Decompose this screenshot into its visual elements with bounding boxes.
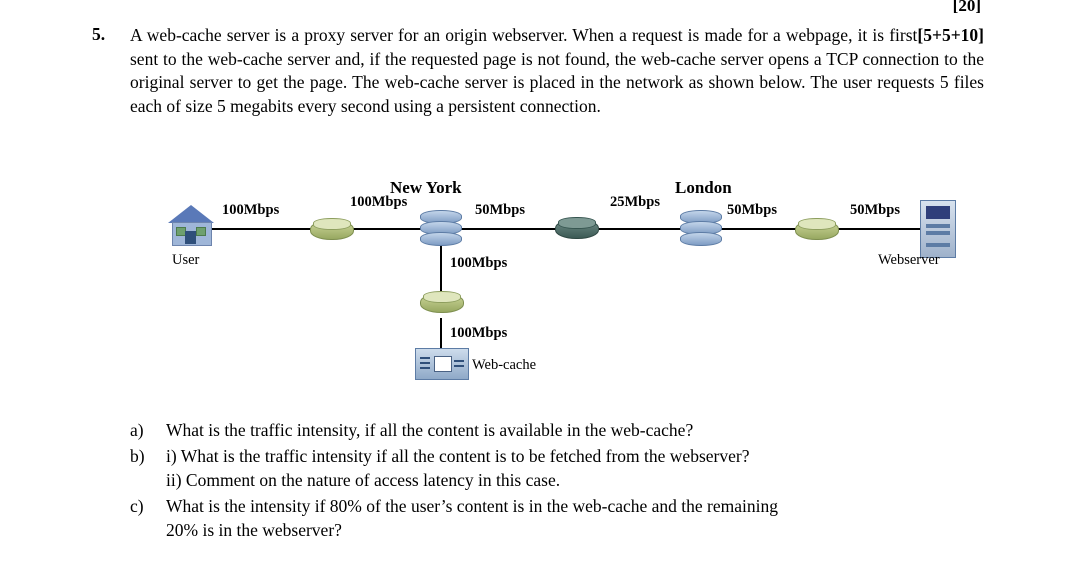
server-icon bbox=[920, 200, 956, 258]
subquestion-c-line1: What is the intensity if 80% of the user’s content is in the web-cache and the remaining bbox=[166, 496, 778, 516]
city-label-new-york: New York bbox=[390, 178, 462, 197]
subquestion-b-label: b) bbox=[130, 446, 145, 466]
link-label-newyork-router2: 50Mbps bbox=[475, 202, 525, 218]
web-cache-icon bbox=[415, 348, 469, 380]
switch-stack-icon-new-york bbox=[420, 210, 460, 248]
subquestion-a-line1: What is the traffic intensity, if all the content is available in the web-cache? bbox=[166, 420, 694, 440]
question-block bbox=[92, 24, 984, 118]
subquestions-list bbox=[130, 418, 985, 544]
subquestion-c-label: c) bbox=[130, 496, 144, 516]
link-label-london-router3: 50Mbps bbox=[727, 202, 777, 218]
subquestion-b-line2: ii) Comment on the nature of access latency in this case. bbox=[166, 470, 561, 490]
node-label-web-cache: Web-cache bbox=[472, 357, 537, 373]
node-label-user: User bbox=[172, 252, 200, 268]
question-body: A web-cache server is a proxy server for an origin webserver. When a request is made for a webpage, it is first sent to the web-cache server and, if the requested page is not found, the web-cache server opens a TCP connection to the original server to get the page. The web-cache server is placed in the network as shown below. The user requests 5 files each of size 5 megabits every second using a persistent connection. bbox=[130, 25, 984, 116]
question-marks: [5+5+10] bbox=[917, 25, 984, 45]
subquestion-c bbox=[130, 494, 985, 542]
house-icon bbox=[168, 205, 214, 245]
total-marks: [20] bbox=[952, 0, 981, 15]
switch-stack-icon-london bbox=[680, 210, 720, 248]
subquestion-b bbox=[130, 444, 985, 492]
node-label-webserver: Webserver bbox=[878, 252, 940, 268]
router-dark-icon bbox=[555, 216, 597, 240]
link-label-router2-london: 25Mbps bbox=[610, 194, 660, 210]
city-label-london: London bbox=[675, 178, 732, 197]
link-label-router-newyork: 100Mbps bbox=[350, 194, 408, 210]
link-label-router3-webserver: 50Mbps bbox=[850, 202, 900, 218]
subquestion-b-line1: i) What is the traffic intensity if all the content is to be fetched from the webserver? bbox=[166, 446, 750, 466]
subquestion-a bbox=[130, 418, 985, 442]
subquestion-a-label: a) bbox=[130, 420, 144, 440]
question-number: 5. bbox=[92, 24, 106, 44]
subquestion-c-line2: 20% is in the webserver? bbox=[166, 520, 342, 540]
link-label-cacherouter-webcache: 100Mbps bbox=[450, 325, 508, 341]
question-text bbox=[130, 24, 984, 118]
router-icon-3 bbox=[795, 217, 837, 241]
router-icon-cache bbox=[420, 290, 462, 314]
network-diagram bbox=[150, 170, 1010, 390]
link-label-newyork-cacherouter: 100Mbps bbox=[450, 255, 508, 271]
router-icon-1 bbox=[310, 217, 352, 241]
link-label-user-router: 100Mbps bbox=[222, 202, 280, 218]
